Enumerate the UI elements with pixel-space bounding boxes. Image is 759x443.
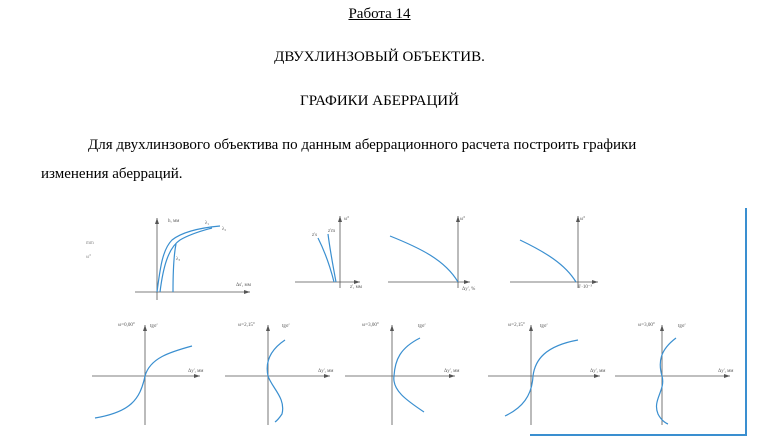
axis-label-y: tgσ': [540, 324, 548, 329]
axis-label-y: tgσ': [678, 324, 686, 329]
field-label: ω=2,15°: [508, 323, 525, 328]
axis-label-x: δ'·10⁻³: [578, 285, 593, 290]
axis-label-y: tgσ': [150, 324, 158, 329]
axis-label-x: Δy', мм: [444, 369, 460, 374]
document-subtitle: ГРАФИКИ АБЕРРАЦИЙ: [300, 93, 459, 109]
graph-spherical-aberration: [86, 218, 252, 300]
field-label: ω=0,00°: [118, 323, 135, 328]
axis-label-y: ω°: [344, 217, 350, 222]
axis-label-x: Δy', мм: [590, 369, 606, 374]
work-number: Работа 14: [348, 6, 411, 22]
graph-transverse-1: [92, 323, 204, 425]
graph-chromatic: [510, 216, 598, 290]
graph-transverse-4: [488, 323, 606, 425]
graph-astigmatism: [295, 216, 363, 290]
svg-text:ω°: ω°: [86, 255, 92, 260]
axis-label-y: h, мм: [168, 219, 180, 224]
document-title: ДВУХЛИНЗОВЫЙ ОБЪЕКТИВ.: [274, 49, 485, 65]
field-label: ω=3,00°: [362, 323, 379, 328]
axis-label-x: Δy', %: [462, 287, 476, 292]
svg-text:z'm: z'm: [328, 229, 336, 234]
task-paragraph-line-1: Для двухлинзового объектива по данным аберрационного расчета построить графики: [88, 137, 637, 153]
svg-text:λ₂: λ₂: [222, 227, 227, 232]
field-label: ω=3,00°: [638, 323, 655, 328]
graph-transverse-5: [615, 323, 734, 425]
svg-text:mm: mm: [86, 241, 94, 246]
axis-label-x: z', мм: [350, 285, 362, 290]
aberration-graphs-figure: [0, 200, 759, 443]
graph-transverse-2: [225, 323, 334, 425]
axis-label-x: Δy', мм: [188, 369, 204, 374]
axis-label-y: tgσ': [418, 324, 426, 329]
axis-label-x: Δy', мм: [318, 369, 334, 374]
svg-text:λ₃: λ₃: [176, 257, 181, 262]
axis-label-y: ω°: [580, 217, 586, 222]
axis-label-y: ω°: [460, 217, 466, 222]
svg-text:λ₁: λ₁: [205, 221, 210, 226]
axis-label-x: Δs', мм: [236, 283, 251, 288]
task-paragraph-line-2: изменения аберраций.: [41, 166, 183, 182]
axis-label-y: tgσ': [282, 324, 290, 329]
graph-transverse-3: [345, 323, 460, 425]
field-label: ω=2,15°: [238, 323, 255, 328]
svg-text:z's: z's: [312, 233, 318, 238]
graph-distortion: [388, 216, 475, 292]
axis-label-x: Δy', мм: [718, 369, 734, 374]
